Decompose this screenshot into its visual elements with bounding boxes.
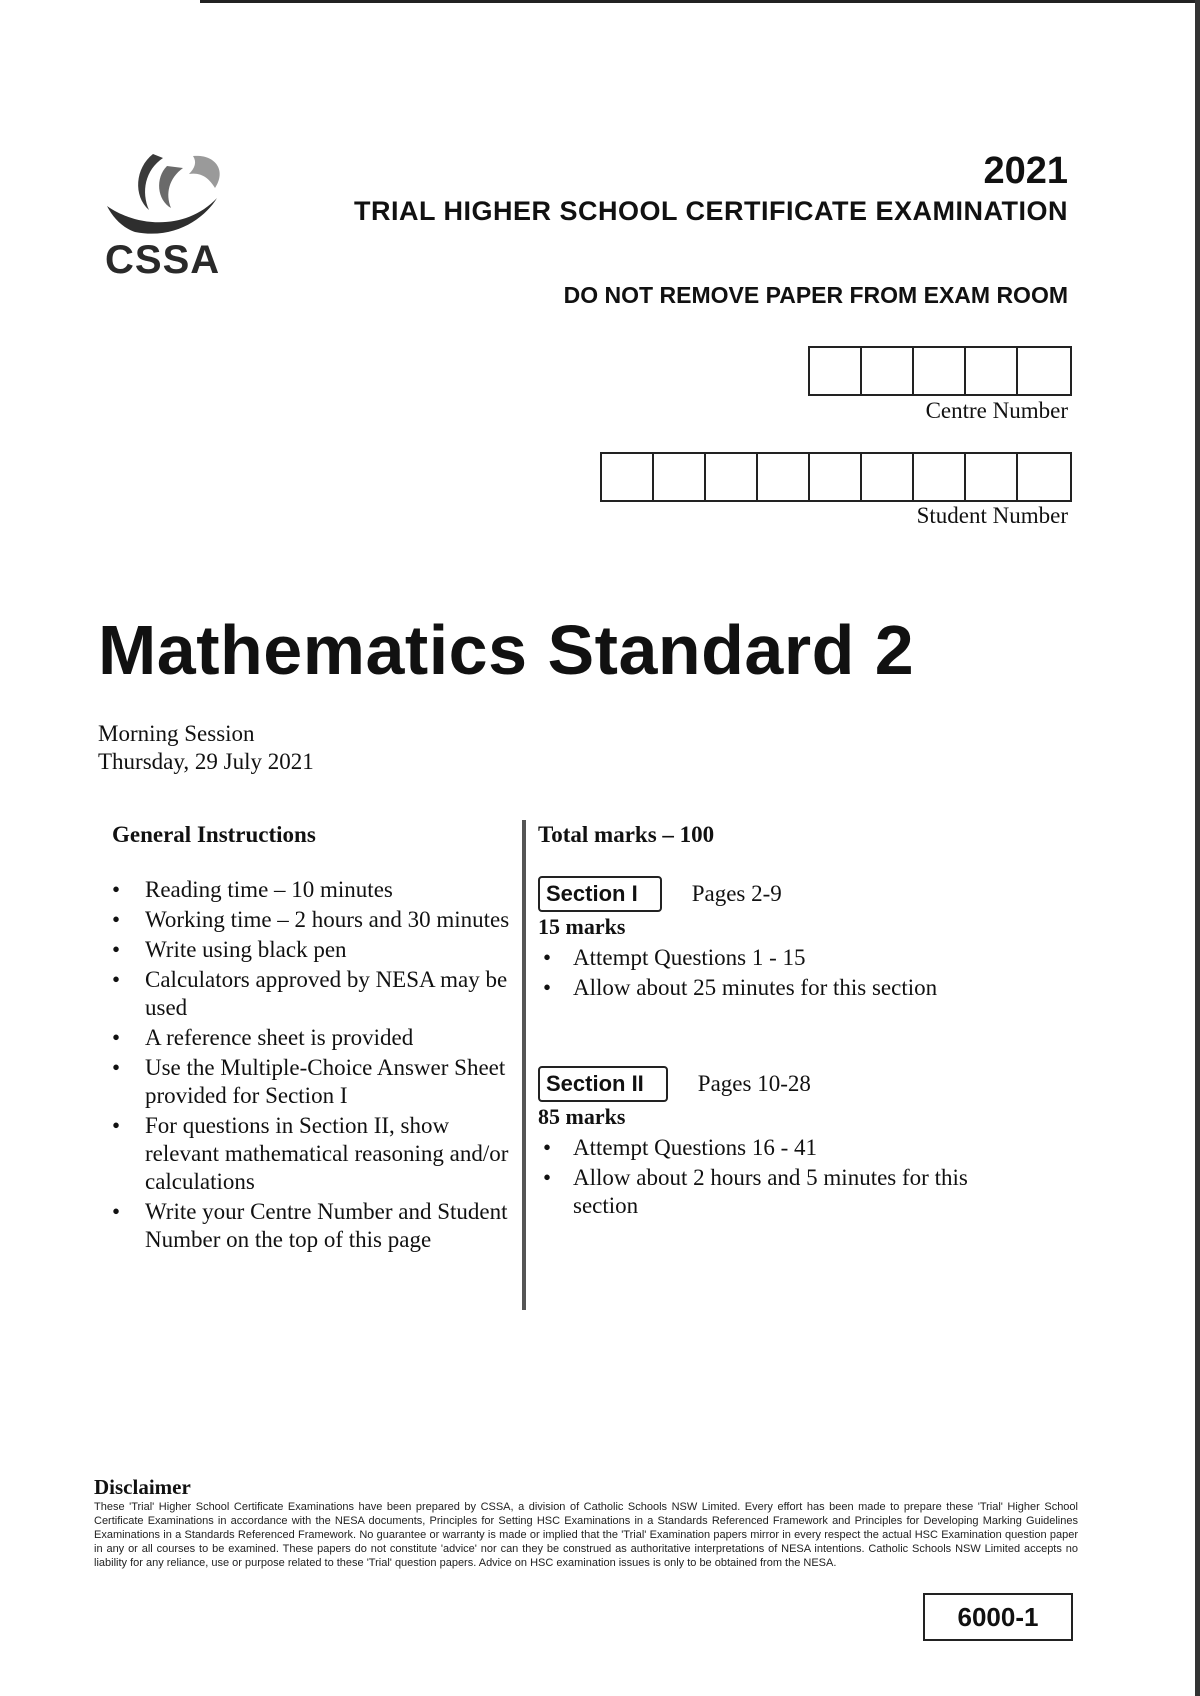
- centre-number-cell[interactable]: [966, 348, 1018, 394]
- centre-number-cell[interactable]: [862, 348, 914, 394]
- list-item: [112, 1112, 512, 1196]
- section-1-marks: 15 marks: [538, 914, 626, 939]
- total-marks: Total marks – 100: [538, 822, 715, 847]
- bullet-icon: •: [112, 1055, 121, 1080]
- instruction-text: A reference sheet is provided: [145, 1025, 414, 1050]
- student-number-cell[interactable]: [706, 454, 758, 500]
- marks-summary: [538, 822, 1018, 1222]
- student-number-cell[interactable]: [966, 454, 1018, 500]
- student-number-cell[interactable]: [914, 454, 966, 500]
- centre-number-cell[interactable]: [810, 348, 862, 394]
- bullet-icon: •: [112, 1025, 121, 1050]
- section-instruction: Allow about 25 minutes for this section: [573, 975, 938, 1000]
- disclaimer-text: These 'Trial' Higher School Certificate Examinations have been prepared by CSSA, a division of Catholic Schools NSW Limited. Every effort has been made to prepare these 'Trial' Higher School Certificate Examinations in accordance with the NESA documents, Principles for Setting HSC Examinations in a Standards Referenced Framework and Principles for Developing Marking Guidelines Examinations in a Standards Referenced Framework. No guarantee or warranty is made or implied that the 'Trial' Examination papers mirror in every respect the actual HSC Examination question paper in any or all courses to be examined. These papers do not constitute 'advice' nor can they be construed as authoritative interpretations of NESA intentions. Catholic Schools NSW Limited accepts no liability for any reliance, use or purpose related to these 'Trial' question papers. Advice on HSC examination issues is only to be obtained from the NESA.: [94, 1501, 1078, 1569]
- section-1-block: [538, 876, 1018, 1002]
- section-2-block: [538, 1066, 1018, 1220]
- student-number-cell[interactable]: [862, 454, 914, 500]
- bullet-icon: •: [543, 975, 552, 1000]
- list-item: [112, 876, 512, 904]
- student-number-cell[interactable]: [654, 454, 706, 500]
- student-number-cell[interactable]: [602, 454, 654, 500]
- bullet-icon: •: [543, 1135, 552, 1160]
- exam-title: TRIAL HIGHER SCHOOL CERTIFICATE EXAMINATION: [353, 196, 1068, 226]
- disclaimer: [94, 1475, 1078, 1570]
- instruction-text: Calculators approved by NESA may be used: [145, 967, 508, 1020]
- page-edge-top: [200, 0, 1200, 3]
- list-item: [112, 1024, 512, 1052]
- section-2-badge: Section II: [538, 1066, 668, 1102]
- bullet-icon: •: [112, 877, 121, 902]
- session-info: [98, 720, 314, 776]
- bullet-icon: •: [112, 967, 121, 992]
- subject-title: Mathematics Standard 2: [98, 611, 915, 689]
- page-edge-right: [1195, 0, 1200, 1696]
- cssa-swoosh-logo-icon: [105, 148, 235, 238]
- centre-number-cell[interactable]: [914, 348, 966, 394]
- centre-number-boxes[interactable]: [808, 346, 1072, 396]
- instruction-text: Reading time – 10 minutes: [145, 877, 393, 902]
- instruction-text: Write your Centre Number and Student Number on the top of this page: [145, 1199, 508, 1252]
- centre-number-cell[interactable]: [1018, 348, 1070, 394]
- section-2-marks: 85 marks: [538, 1104, 626, 1129]
- disclaimer-heading: Disclaimer: [94, 1475, 191, 1499]
- session-date: Thursday, 29 July 2021: [98, 749, 314, 774]
- exam-room-warning: DO NOT REMOVE PAPER FROM EXAM ROOM: [563, 282, 1068, 308]
- exam-year: 2021: [983, 150, 1068, 192]
- general-instructions: [112, 822, 512, 1256]
- student-number-cell[interactable]: [758, 454, 810, 500]
- general-instructions-list: [112, 876, 512, 1254]
- student-number-boxes[interactable]: [600, 452, 1072, 502]
- section-2-list: [538, 1134, 1018, 1220]
- bullet-icon: •: [543, 1165, 552, 1190]
- centre-number-label: Centre Number: [925, 398, 1068, 423]
- column-divider: [522, 820, 526, 1310]
- bullet-icon: •: [112, 1113, 121, 1138]
- instruction-text: Write using black pen: [145, 937, 347, 962]
- list-item: [112, 1198, 512, 1254]
- section-instruction: Attempt Questions 1 - 15: [573, 945, 806, 970]
- paper-code: 6000-1: [923, 1593, 1073, 1641]
- bullet-icon: •: [543, 945, 552, 970]
- session-name: Morning Session: [98, 721, 255, 746]
- general-instructions-heading: General Instructions: [112, 822, 316, 847]
- student-number-cell[interactable]: [1018, 454, 1070, 500]
- section-instruction: Attempt Questions 16 - 41: [573, 1135, 818, 1160]
- list-item: [538, 1134, 1018, 1162]
- cssa-logo: [105, 148, 255, 282]
- section-1-badge: Section I: [538, 876, 662, 912]
- section-1-list: [538, 944, 1018, 1002]
- list-item: [538, 974, 1018, 1002]
- instruction-text: For questions in Section II, show relevant mathematical reasoning and/or calculations: [145, 1113, 509, 1194]
- bullet-icon: •: [112, 907, 121, 932]
- bullet-icon: •: [112, 937, 121, 962]
- student-number-cell[interactable]: [810, 454, 862, 500]
- list-item: [112, 906, 512, 934]
- student-number-label: Student Number: [916, 503, 1068, 528]
- section-2-pages: Pages 10-28: [697, 1071, 811, 1096]
- instruction-text: Working time – 2 hours and 30 minutes: [145, 907, 510, 932]
- list-item: [112, 1054, 512, 1110]
- section-instruction: Allow about 2 hours and 5 minutes for this section: [573, 1165, 968, 1218]
- cssa-logo-text: CSSA: [105, 238, 221, 282]
- list-item: [538, 1164, 1018, 1220]
- list-item: [538, 944, 1018, 972]
- bullet-icon: •: [112, 1199, 121, 1224]
- instruction-text: Use the Multiple-Choice Answer Sheet provided for Section I: [145, 1055, 506, 1108]
- list-item: [112, 966, 512, 1022]
- section-1-pages: Pages 2-9: [691, 881, 782, 906]
- list-item: [112, 936, 512, 964]
